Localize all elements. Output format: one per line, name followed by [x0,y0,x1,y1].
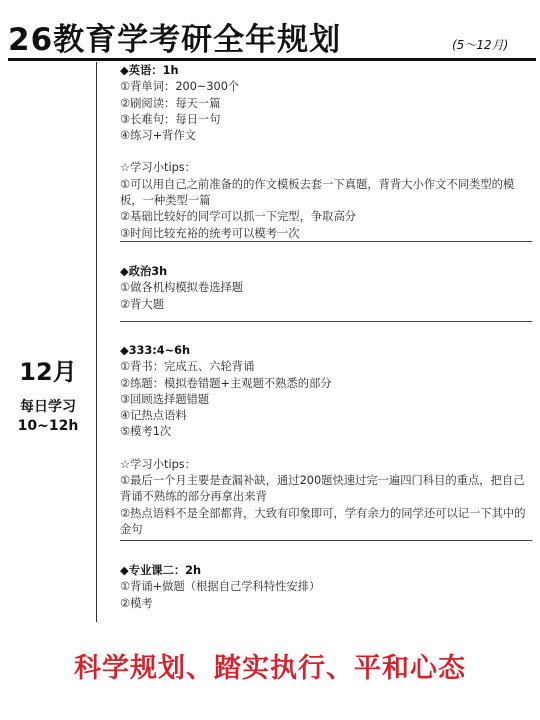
tips-heading: ☆学习小tips： [120,161,196,175]
major333-section [120,343,534,538]
major2-heading: ◆专业课二：2h [120,564,202,577]
politics-heading: ◆政治3h [120,265,168,278]
politics-section [120,264,534,313]
list-item: ②背大题 [120,297,165,311]
page-title: 26教育学考研全年规划 [8,22,342,58]
major333-heading: ◆333:4~6h [120,344,191,357]
english-section [120,63,534,242]
english-heading: ◆英语：1h [120,64,179,77]
slogan: 科学规划、踏实执行、平和心态 [74,653,466,684]
month-label: 12月 [19,358,77,386]
section-divider [120,321,532,322]
list-item: ②练题：模拟卷错题+主观题不熟悉的部分 [120,376,332,390]
major2-section [120,563,534,612]
list-item: ④记热点语料 [120,409,187,423]
tip-item: ①可以用自己之前准备的的作文模板去套一下真题，背背大小作文不同类型的模板，一种类型一篇 [120,177,515,208]
title-underline [8,58,536,61]
list-item: ④练习+背作文 [120,129,197,143]
list-item: ⑤模考1次 [120,425,172,439]
list-item: ②刷阅读：每天一篇 [120,96,221,110]
daily-hours-text: 10~12h [17,418,79,434]
tip-item: ②热点语料不是全部都背，大致有印象即可，学有余力的同学还可以记一下其中的金句 [120,506,526,536]
list-item: ①背书：完成五、六轮背诵 [120,360,255,374]
list-item: ①背单词：200~300个 [120,80,240,94]
header [0,0,540,62]
tips-heading: ☆学习小tips： [120,457,196,471]
vertical-divider [96,62,97,622]
daily-study-label [0,398,96,436]
list-item: ①做各机构模拟卷选择题 [120,281,244,295]
tip-item: ②基础比较好的同学可以抓一下完型，争取高分 [120,210,357,224]
tip-item: ①最后一个月主要是查漏补缺，通过200题快速过完一遍四门科目的重点，把自己背诵不熟练的部分再拿出来背 [120,474,525,504]
tip-item: ③时间比较充裕的统考可以模考一次 [120,226,300,240]
daily-label-text: 每日学习 [20,399,76,415]
list-item: ③回顾选择题错题 [120,392,210,406]
list-item: ①背诵+做题（根据自己学科特性安排） [120,580,321,594]
list-item: ③长难句：每日一句 [120,112,221,126]
section-divider [120,540,532,541]
page-subtitle: (5～12月) [452,38,509,52]
section-divider [120,241,532,242]
list-item: ②模考 [120,596,153,610]
